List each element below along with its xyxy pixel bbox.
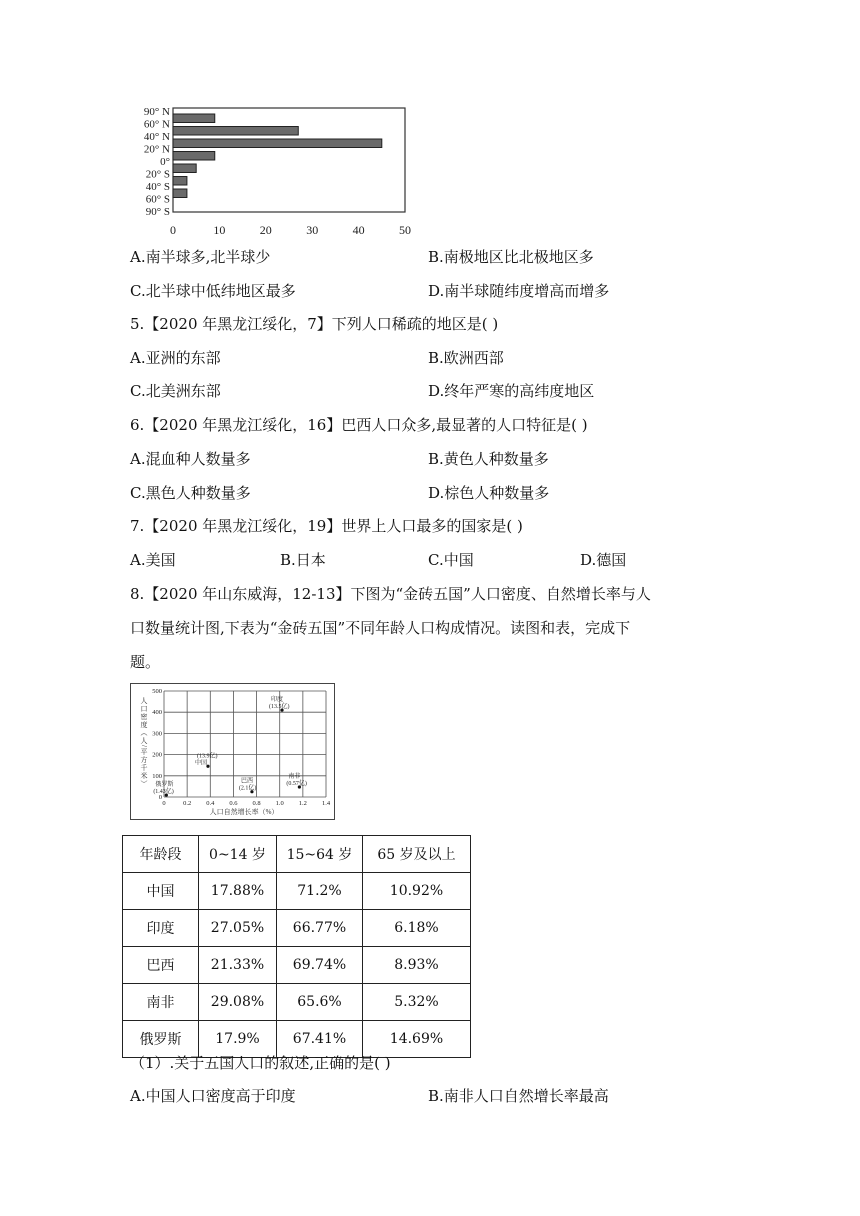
table-cell: 27.05% [199,910,277,947]
table-cell: 8.93% [363,947,471,984]
table-header-row [123,836,471,873]
table-header-cell: 15~64 岁 [277,836,363,873]
scatter-point-sublabel: (0.57亿) [286,781,307,788]
scatter-x-tick-label: 1.0 [275,800,284,807]
q8-stem-line-2: 口数量统计图,下表为“金砖五国”不同年龄人口构成情况。读图和表，完成下 [130,619,631,637]
latitude-label: 20° N [143,143,170,156]
q7-option-a: A.美国 [130,551,176,569]
latitude-label: 90° S [145,206,170,218]
scatter-point-sublabel: (2.1亿) [238,785,257,792]
scatter-x-tick-label: 0.4 [206,800,215,807]
age-structure-table [122,835,471,1058]
scatter-point-label: (13.9亿) [196,753,218,760]
table-cell: 俄罗斯 [123,1021,199,1058]
table-cell: 5.32% [363,984,471,1021]
q4-option-b: B.南极地区比北极地区多 [428,248,594,266]
table-cell: 21.33% [199,947,277,984]
latitude-label: 0° [160,156,170,168]
table-row [123,984,471,1021]
scatter-point-label: 巴西 [240,778,253,785]
latitude-bar [173,114,215,123]
table-cell: 69.74% [277,947,363,984]
scatter-x-axis-label: 人口自然增长率（%） [209,808,279,816]
scatter-y-tick-label: 0 [158,794,162,801]
bar-x-tick-label: 10 [213,223,226,237]
q4-option-d: D.南半球随纬度增高而增多 [428,282,610,300]
table-row [123,873,471,910]
bar-x-tick-label: 20 [259,223,272,237]
table-cell: 17.88% [199,873,277,910]
table-cell: 南非 [123,984,199,1021]
table-cell: 67.41% [277,1021,363,1058]
table-cell: 14.69% [363,1021,471,1058]
q8-stem-line-1: 8.【2020 年山东威海，12-13】下图为“金砖五国”人口密度、自然增长率与人 [130,585,651,603]
scatter-y-tick-label: 400 [152,709,162,717]
q7-option-d: D.德国 [580,551,627,569]
scatter-x-tick-label: 0.8 [252,800,261,807]
scatter-y-tick-label: 100 [152,772,162,780]
latitude-label: 60° N [143,118,170,131]
latitude-label: 60° S [145,193,170,206]
scatter-point-sublabel: (13.5亿) [269,704,290,711]
scatter-point-label: 印度 [271,697,284,704]
scatter-y-tick-label: 200 [152,751,162,759]
latitude-bar [173,177,187,186]
q5-option-c: C.北美洲东部 [130,382,221,400]
bar-x-tick-label: 30 [306,223,319,237]
q6-option-d: D.棕色人种数量多 [428,484,550,502]
scatter-y-tick-label: 300 [152,730,162,738]
table-cell: 6.18% [363,910,471,947]
scatter-x-tick-label: 0.6 [229,800,238,807]
scatter-y-tick-label: 500 [152,688,162,695]
q5-option-b: B.欧洲西部 [428,349,504,367]
table-cell: 17.9% [199,1021,277,1058]
table-cell: 印度 [123,910,199,947]
table-header-cell: 年龄段 [123,836,199,873]
q7-option-c: C.中国 [428,551,474,569]
bar-x-tick-label: 40 [352,223,365,237]
scatter-point-label: 南非 [288,774,301,781]
latitude-bar [173,127,298,136]
latitude-population-bar-chart [128,104,418,238]
latitude-label: 40° N [143,131,170,143]
q5-option-d: D.终年严寒的高纬度地区 [428,382,595,400]
latitude-bar [173,164,196,173]
q6-option-a: A.混血种人数量多 [130,450,251,468]
scatter-x-tick-label: 1.2 [298,800,307,807]
latitude-bar [173,139,382,148]
table-header-cell: 0~14 岁 [199,836,277,873]
table-row [123,947,471,984]
table-cell: 65.6% [277,984,363,1021]
scatter-x-tick-label: 0.2 [183,800,192,807]
table-cell: 10.92% [363,873,471,910]
bar-x-tick-label: 50 [399,223,411,237]
table-cell: 中国 [123,873,199,910]
table-cell: 巴西 [123,947,199,984]
latitude-label: 20° S [145,168,170,181]
latitude-bar [173,152,215,161]
q5-option-a: A.亚洲的东部 [130,349,221,367]
scatter-x-tick-label: 0 [162,800,166,807]
table-row [123,910,471,947]
scatter-y-axis-label: 人口密度（人/平方千米） [140,697,148,788]
q8-1-option-b: B.南非人口自然增长率最高 [428,1087,609,1105]
table-header-cell: 65 岁及以上 [363,836,471,873]
q8-stem-line-3: 题。 [130,653,161,671]
table-cell: 71.2% [277,873,363,910]
q6-option-b: B.黄色人种数量多 [428,450,549,468]
q7-stem: 7.【2020 年黑龙江绥化，19】世界上人口最多的国家是( ) [130,517,523,535]
q4-option-c: C.北半球中低纬地区最多 [130,282,296,300]
table-cell: 29.08% [199,984,277,1021]
q8-1-stem: （1）.关于五国人口的叙述,正确的是( ) [130,1054,391,1072]
scatter-point-sublabel: (1.43亿) [153,789,174,796]
q8-1-option-a: A.中国人口密度高于印度 [130,1087,296,1105]
latitude-bar [173,189,187,198]
latitude-label: 90° N [143,106,170,118]
q4-option-a: A.南半球多,北半球少 [130,248,271,266]
brics-scatter-chart [130,683,336,821]
q6-option-c: C.黑色人种数量多 [130,484,251,502]
latitude-label: 40° S [145,181,170,193]
q5-stem: 5.【2020 年黑龙江绥化，7】下列人口稀疏的地区是( ) [130,315,499,333]
scatter-point-label: 俄罗斯 [155,782,174,789]
scatter-x-tick-label: 1.4 [321,800,331,807]
table-cell: 66.77% [277,910,363,947]
bar-x-tick-label: 0 [170,223,176,237]
q7-option-b: B.日本 [280,551,326,569]
q6-stem: 6.【2020 年黑龙江绥化，16】巴西人口众多,最显著的人口特征是( ) [130,416,588,434]
scatter-point-sublabel: 中国 [194,760,207,767]
